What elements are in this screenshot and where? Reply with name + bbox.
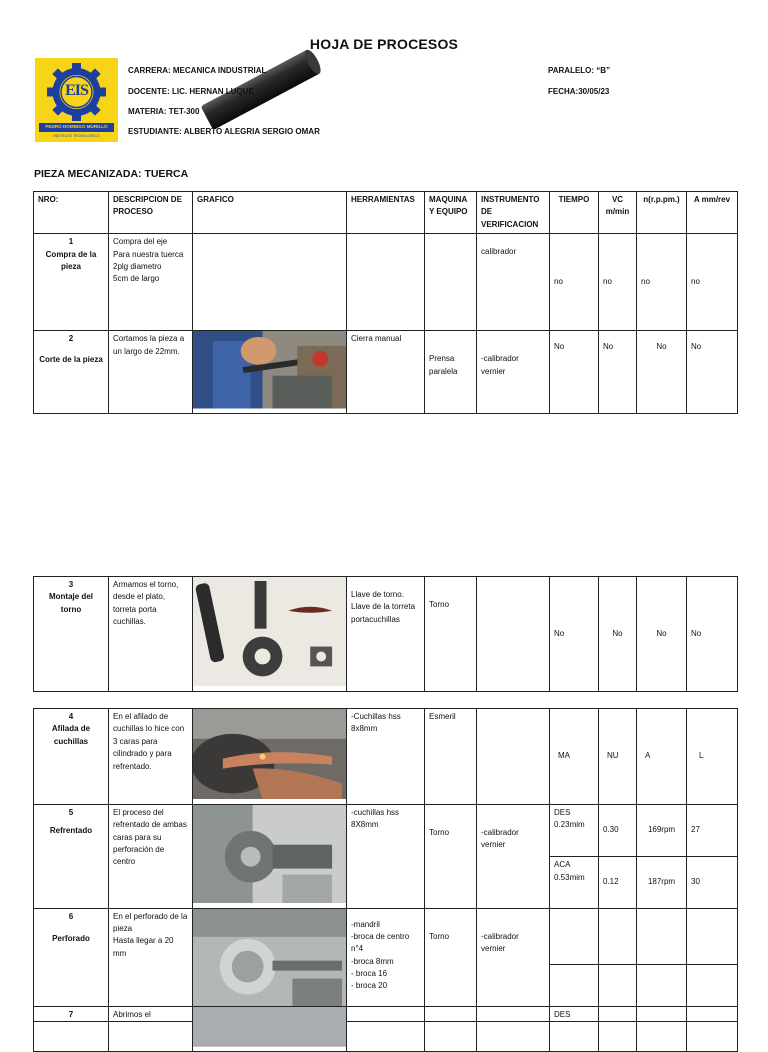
col-descripcion: DESCRIPCION DE PROCESO	[109, 192, 193, 234]
step-time: ACA 0.53mim	[550, 857, 599, 908]
process-table-3	[33, 708, 738, 1022]
step-description: En el afilado de cuchillas lo hice con 3 caras para cilindrado y para refrentado.	[109, 709, 193, 805]
process-table-1	[33, 191, 738, 414]
step-a: No	[687, 577, 738, 692]
gear-logo-icon	[35, 58, 118, 142]
step-graphic	[193, 1007, 347, 1052]
step-tools: Cierra manual	[347, 331, 425, 414]
step-time: no	[550, 234, 599, 331]
step-n	[637, 1007, 687, 1052]
step-tools	[347, 1007, 425, 1052]
step-machine: Torno	[425, 577, 477, 692]
step-graphic	[193, 234, 347, 331]
step-description: Cortamos la pieza a un largo de 22mm.	[109, 331, 193, 414]
process-table-4	[33, 1006, 738, 1052]
step-vc	[599, 1007, 637, 1052]
step-number: 2	[68, 334, 74, 344]
step-a: 30	[687, 857, 738, 908]
step-number: 1	[68, 237, 74, 247]
lathe-keys-photo	[193, 577, 346, 686]
step-name: Refrentado	[49, 826, 93, 836]
step-name: Compra de la pieza	[45, 249, 97, 271]
sharpening-photo	[193, 709, 346, 799]
table-row	[34, 331, 738, 414]
piece-title: PIEZA MECANIZADA: TUERCA	[34, 168, 189, 180]
facing-photo	[193, 805, 346, 903]
step-a: L	[687, 709, 738, 805]
step-time: DES 0.23mim	[550, 804, 599, 856]
step-cell	[34, 709, 109, 805]
cutting-photo	[193, 331, 346, 408]
step-time: DES	[550, 1007, 599, 1052]
step-graphic	[193, 577, 347, 692]
step-vc	[599, 908, 637, 965]
table-row	[34, 804, 738, 856]
step-description: Compra del eje Para nuestra tuerca 2plg diametro 5cm de largo	[109, 234, 193, 331]
step-tools: -cuchillas hss 8X8mm	[347, 804, 425, 908]
col-vc: VC m/min	[599, 192, 637, 234]
step-a: no	[687, 234, 738, 331]
step-graphic	[193, 908, 347, 1022]
step-cell	[34, 804, 109, 908]
step-n: No	[637, 331, 687, 414]
step-n: No	[637, 577, 687, 692]
step-name: Montaje del torno	[48, 592, 93, 614]
step-tools: Llave de torno. Llave de la torreta portacuchillas	[347, 577, 425, 692]
logo-subcaption: INSTITUTO TECNOLOGICO	[53, 134, 100, 138]
step-name: Perforado	[52, 933, 90, 943]
process-table-2	[33, 576, 738, 692]
col-herramientas: HERRAMIENTAS	[347, 192, 425, 234]
step-instrument: -calibrador vernier	[477, 804, 550, 908]
step-number: 4	[68, 712, 74, 721]
step-machine	[425, 234, 477, 331]
step-description: Armamos el torno, desde el plato, torreta porta cuchillas.	[109, 577, 193, 692]
step-vc: NU	[599, 709, 637, 805]
step-n: A	[637, 709, 687, 805]
col-n: n(r.p.pm.)	[637, 192, 687, 234]
step-description: En el perforado de la pieza Hasta llegar a 20 mm	[109, 908, 193, 1022]
step-time: MA	[550, 709, 599, 805]
step-machine: Esmeril	[425, 709, 477, 805]
step-vc: No	[599, 331, 637, 414]
drilling-photo	[193, 909, 346, 1017]
table-row	[34, 234, 738, 331]
step-number: 7	[68, 1010, 74, 1019]
step-n: 187rpm	[637, 857, 687, 908]
col-tiempo: TIEMPO	[550, 192, 599, 234]
step-cell	[34, 908, 109, 1022]
step-machine	[425, 1007, 477, 1052]
step-n: 169rpm	[637, 804, 687, 856]
step-tools: -mandril -broca de centro n°4 -broca 8mm - broca 16 - broca 20	[347, 908, 425, 1022]
step-n: no	[637, 234, 687, 331]
step-instrument	[477, 1007, 550, 1052]
step7-photo	[193, 1007, 346, 1047]
header-docente: DOCENTE: LIC. HERNAN LUQUE	[128, 87, 254, 96]
step-number: 5	[68, 807, 74, 817]
header-materia: MATERIA: TET-300	[128, 107, 200, 116]
step-time	[550, 908, 599, 965]
step-time: No	[550, 331, 599, 414]
col-nro: NRO:	[34, 192, 109, 234]
step-description: El proceso del refrentado de ambas caras para su perforación de centro	[109, 804, 193, 908]
step-machine: Prensa paralela	[425, 331, 477, 414]
table-row	[34, 1007, 738, 1052]
step-a	[687, 1007, 738, 1052]
step-a	[687, 908, 738, 965]
page-title: HOJA DE PROCESOS	[309, 36, 459, 52]
step-n	[637, 908, 687, 965]
step-time: No	[550, 577, 599, 692]
step-a: No	[687, 331, 738, 414]
col-grafico: GRAFICO	[193, 192, 347, 234]
step-graphic	[193, 331, 347, 414]
step-instrument	[477, 577, 550, 692]
step-description: Abrimos el	[109, 1007, 193, 1052]
institution-logo	[35, 58, 118, 142]
step-instrument: calibrador	[477, 234, 550, 331]
step-instrument: -calibrador vernier	[477, 331, 550, 414]
logo-caption: PEDRO DOMINGO MURILLO	[45, 124, 108, 129]
table-row	[34, 709, 738, 805]
step-graphic	[193, 804, 347, 908]
header-fecha: FECHA:30/05/23	[548, 87, 610, 96]
step-a: 27	[687, 804, 738, 856]
step-machine: Torno	[425, 804, 477, 908]
step-vc: No	[599, 577, 637, 692]
step-vc: 0.30	[599, 804, 637, 856]
step-tools	[347, 234, 425, 331]
step-cell	[34, 234, 109, 331]
logo-letters: EIS	[65, 82, 88, 99]
header-estudiante: ESTUDIANTE: ALBERTO ALEGRIA SERGIO OMAR	[128, 127, 320, 136]
step-vc: no	[599, 234, 637, 331]
table-row	[34, 577, 738, 692]
step-graphic	[193, 709, 347, 805]
table-header-row	[34, 192, 738, 234]
header-paralelo: PARALELO: “B”	[548, 66, 611, 75]
step-number: 3	[68, 580, 74, 589]
table-row	[34, 908, 738, 965]
step-instrument	[477, 709, 550, 805]
col-instrumento: INSTRUMENTO DE VERIFICACION	[477, 192, 550, 234]
header-carrera: CARRERA: MECANICA INDUSTRIAL	[128, 66, 267, 75]
step-instrument: -calibrador vernier	[477, 908, 550, 1022]
step-machine: Torno	[425, 908, 477, 1022]
col-a: A mm/rev	[687, 192, 738, 234]
step-number: 6	[68, 911, 74, 921]
step-name: Afilada de cuchillas	[51, 724, 91, 746]
step-cell	[34, 331, 109, 414]
step-cell	[34, 1007, 109, 1052]
step-cell	[34, 577, 109, 692]
col-maquina: MAQUINA Y EQUIPO	[425, 192, 477, 234]
step-vc: 0.12	[599, 857, 637, 908]
step-tools: -Cuchillas hss 8x8mm	[347, 709, 425, 805]
step-name: Corte de la pieza	[39, 354, 103, 364]
